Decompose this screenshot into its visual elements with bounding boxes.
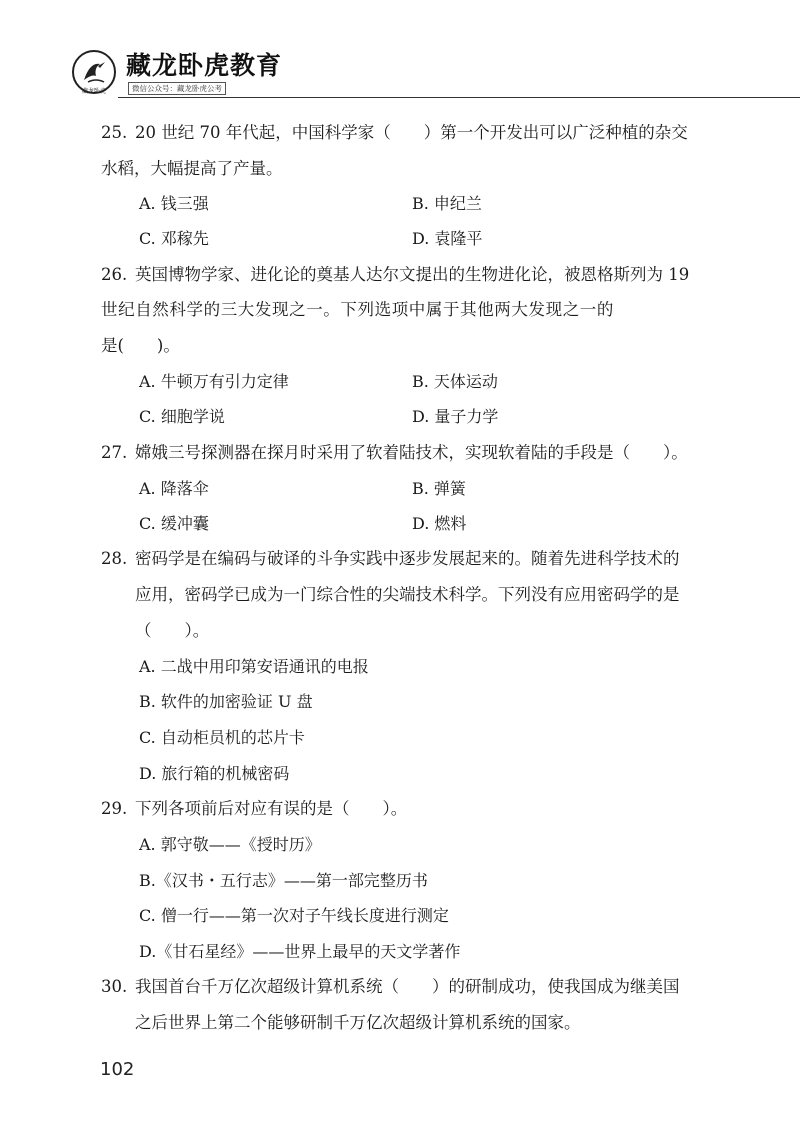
option-b: B. 弹簧 <box>412 479 466 498</box>
option-c: C. 细胞学说 <box>139 407 225 426</box>
option-a: A. 钱三强 <box>139 194 209 213</box>
option-c: C. 僧一行——第一次对子午线长度进行测定 <box>139 906 449 925</box>
option-d: D. 袁隆平 <box>412 229 483 248</box>
option-c: C. 缓冲囊 <box>139 514 209 533</box>
question-number: 27. <box>101 443 128 462</box>
page-number: 102 <box>100 1059 135 1080</box>
question-number: 26. <box>101 265 128 284</box>
option-a: A. 郭守敬——《授时历》 <box>139 835 321 854</box>
question-text-line: 20 世纪 70 年代起，中国科学家（ ）第一个开发出可以广泛种植的杂交 <box>135 123 688 142</box>
question-number: 30. <box>101 977 128 996</box>
question-text-line: 英国博物学家、进化论的奠基人达尔文提出的生物进化论，被恩格斯列为 19 <box>135 265 690 284</box>
question-text-line: 水稻，大幅提高了产量。 <box>101 159 283 178</box>
option-c: C. 邓稼先 <box>139 229 209 248</box>
question-text-line: （ ）。 <box>135 621 210 640</box>
question-text-line: 密码学是在编码与破译的斗争实践中逐步发展起来的。随着先进科学技术的 <box>135 549 680 568</box>
option-b: B. 天体运动 <box>412 372 498 391</box>
option-a: A. 二战中用印第安语通讯的电报 <box>139 657 369 676</box>
question-text-line: 嫦娥三号探测器在探月时采用了软着陆技术，实现软着陆的手段是（ ）。 <box>135 443 688 462</box>
question-text-line: 世纪自然科学的三大发现之一。下列选项中属于其他两大发现之一的 <box>101 300 614 319</box>
page-header <box>0 0 800 110</box>
question-text-line: 下列各项前后对应有误的是（ ）。 <box>135 799 408 818</box>
question-text-line: 是( )。 <box>101 336 180 355</box>
option-d: D. 燃料 <box>412 514 467 533</box>
question-number: 25. <box>101 123 128 142</box>
question-text-line: 之后世界上第二个能够研制千万亿次超级计算机系统的国家。 <box>135 1013 581 1032</box>
brand-title: 藏龙卧虎教育 <box>126 51 283 80</box>
question-number: 29. <box>101 799 128 818</box>
brand-subtitle: 微信公众号：藏龙卧虎公考 <box>128 82 226 95</box>
option-d: D.《甘石星经》——世界上最早的天文学著作 <box>139 942 461 961</box>
option-d: D. 旅行箱的机械密码 <box>139 764 290 783</box>
option-b: B. 软件的加密验证 U 盘 <box>139 692 313 711</box>
question-text-line: 我国首台千万亿次超级计算机系统（ ）的研制成功，使我国成为继美国 <box>135 977 680 996</box>
header-divider <box>118 97 800 98</box>
option-b: B.《汉书・五行志》——第一部完整历书 <box>139 871 428 890</box>
option-a: A. 牛顿万有引力定律 <box>139 372 289 391</box>
question-text-line: 应用，密码学已成为一门综合性的尖端技术科学。下列没有应用密码学的是 <box>135 585 680 604</box>
question-number: 28. <box>101 549 128 568</box>
option-c: C. 自动柜员机的芯片卡 <box>139 728 305 747</box>
option-a: A. 降落伞 <box>139 479 209 498</box>
bird-logo-icon <box>78 56 110 88</box>
option-b: B. 申纪兰 <box>412 194 482 213</box>
option-d: D. 量子力学 <box>412 407 499 426</box>
logo-caption: 藏龙卧虎 <box>81 88 106 95</box>
